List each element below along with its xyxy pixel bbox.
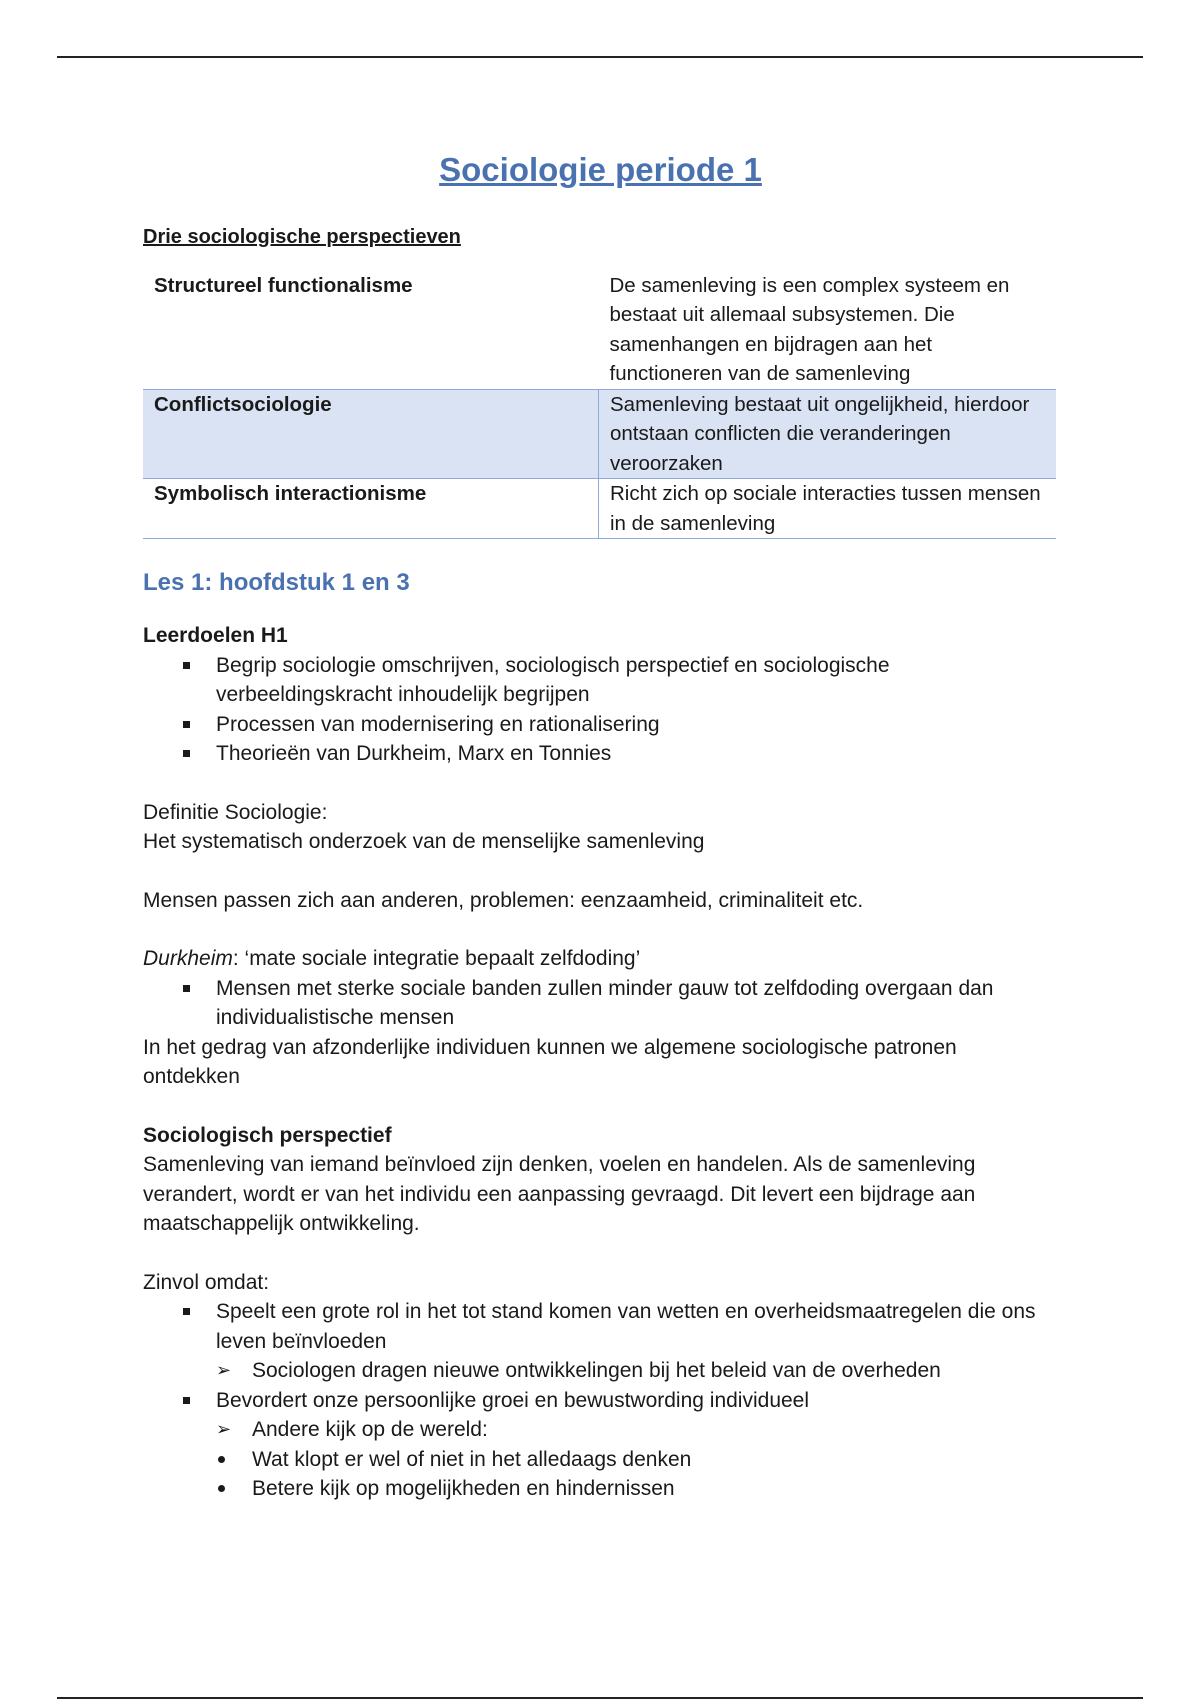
dot-list: [216, 1445, 1058, 1504]
sub-list: [216, 1356, 1058, 1386]
sub-list: [216, 1415, 1058, 1445]
perspectives-heading: Drie sociologische perspectieven: [143, 226, 461, 248]
perspective-label: Conflictsociologie: [143, 389, 599, 479]
durkheim-list: [143, 974, 1058, 1033]
list-item: Betere kijk op mogelijkheden en hindernissen: [216, 1474, 1058, 1504]
list-item: [143, 1386, 1058, 1445]
goals-heading: Leerdoelen H1: [143, 624, 288, 647]
list-item: Begrip sociologie omschrijven, sociologisch perspectief en sociologische verbeeldingskracht inhoudelijk begrijpen: [143, 651, 1058, 710]
perspective-text: Samenleving van iemand beïnvloed zijn denken, voelen en handelen. Als de samenleving verandert, wordt er van het individu een aanpassing gevraagd. Dit levert een bijdrage aan maatschappelijk ontwikkeling.: [143, 1153, 976, 1235]
adaptation-text: Mensen passen zich aan anderen, problemen: eenzaamheid, criminaliteit etc.: [143, 888, 864, 912]
list-item: Processen van modernisering en rationalisering: [143, 710, 1058, 740]
list-item: Theorieën van Durkheim, Marx en Tonnies: [143, 739, 1058, 769]
list-item: Mensen met sterke sociale banden zullen minder gauw tot zelfdoding overgaan dan individualistische mensen: [143, 974, 1058, 1033]
durkheim-conclusion: In het gedrag van afzonderlijke individuen kunnen we algemene sociologische patronen ontdekken: [143, 1035, 957, 1088]
definition-label: Definitie Sociologie:: [143, 800, 328, 824]
list-item: ➢ Sociologen dragen nieuwe ontwikkelingen bij het beleid van de overheden: [216, 1356, 1058, 1386]
perspective-description: Samenleving bestaat uit ongelijkheid, hierdoor ontstaan conflicten die veranderingen veroorzaken: [599, 389, 1057, 479]
perspectives-table: [143, 271, 1056, 540]
list-item: [143, 1297, 1058, 1386]
useful-list: [143, 1297, 1058, 1445]
durkheim-quote: : ‘mate sociale integratie bepaalt zelfdoding’: [232, 947, 641, 970]
document-body: [143, 148, 1058, 1504]
perspective-description: De samenleving is een complex systeem en bestaat uit allemaal subsystemen. Die samenhangen en bijdragen aan het functioneren van de samenleving: [599, 271, 1057, 390]
header-rule: [57, 56, 1143, 58]
durkheim-name: Durkheim: [143, 947, 233, 970]
useful-label: Zinvol omdat:: [143, 1270, 270, 1294]
table-row: [143, 271, 1056, 390]
table-row: [143, 479, 1056, 539]
perspective-label: Symbolisch interactionisme: [143, 479, 599, 539]
document-title: Sociologie periode 1: [439, 151, 762, 188]
table-row: [143, 389, 1056, 479]
list-item: ➢ Andere kijk op de wereld:: [216, 1415, 1058, 1445]
perspective-heading: Sociologisch perspectief: [143, 1123, 392, 1147]
definition-text: Het systematisch onderzoek van de menselijke samenleving: [143, 830, 705, 853]
lesson-heading: Les 1: hoofdstuk 1 en 3: [143, 569, 410, 596]
perspective-description: Richt zich op sociale interacties tussen mensen in de samenleving: [599, 479, 1057, 539]
durkheim-line: [143, 944, 1058, 974]
list-item-text: Bevordert onze persoonlijke groei en bewustwording individueel: [216, 1388, 810, 1412]
goals-list: [143, 651, 1058, 769]
perspective-label: Structureel functionalisme: [143, 271, 599, 390]
list-item-text: Speelt een grote rol in het tot stand komen van wetten en overheidsmaatregelen die ons leven beïnvloeden: [216, 1300, 1036, 1353]
list-item: Wat klopt er wel of niet in het alledaags denken: [216, 1445, 1058, 1475]
footer-rule: [57, 1697, 1143, 1699]
